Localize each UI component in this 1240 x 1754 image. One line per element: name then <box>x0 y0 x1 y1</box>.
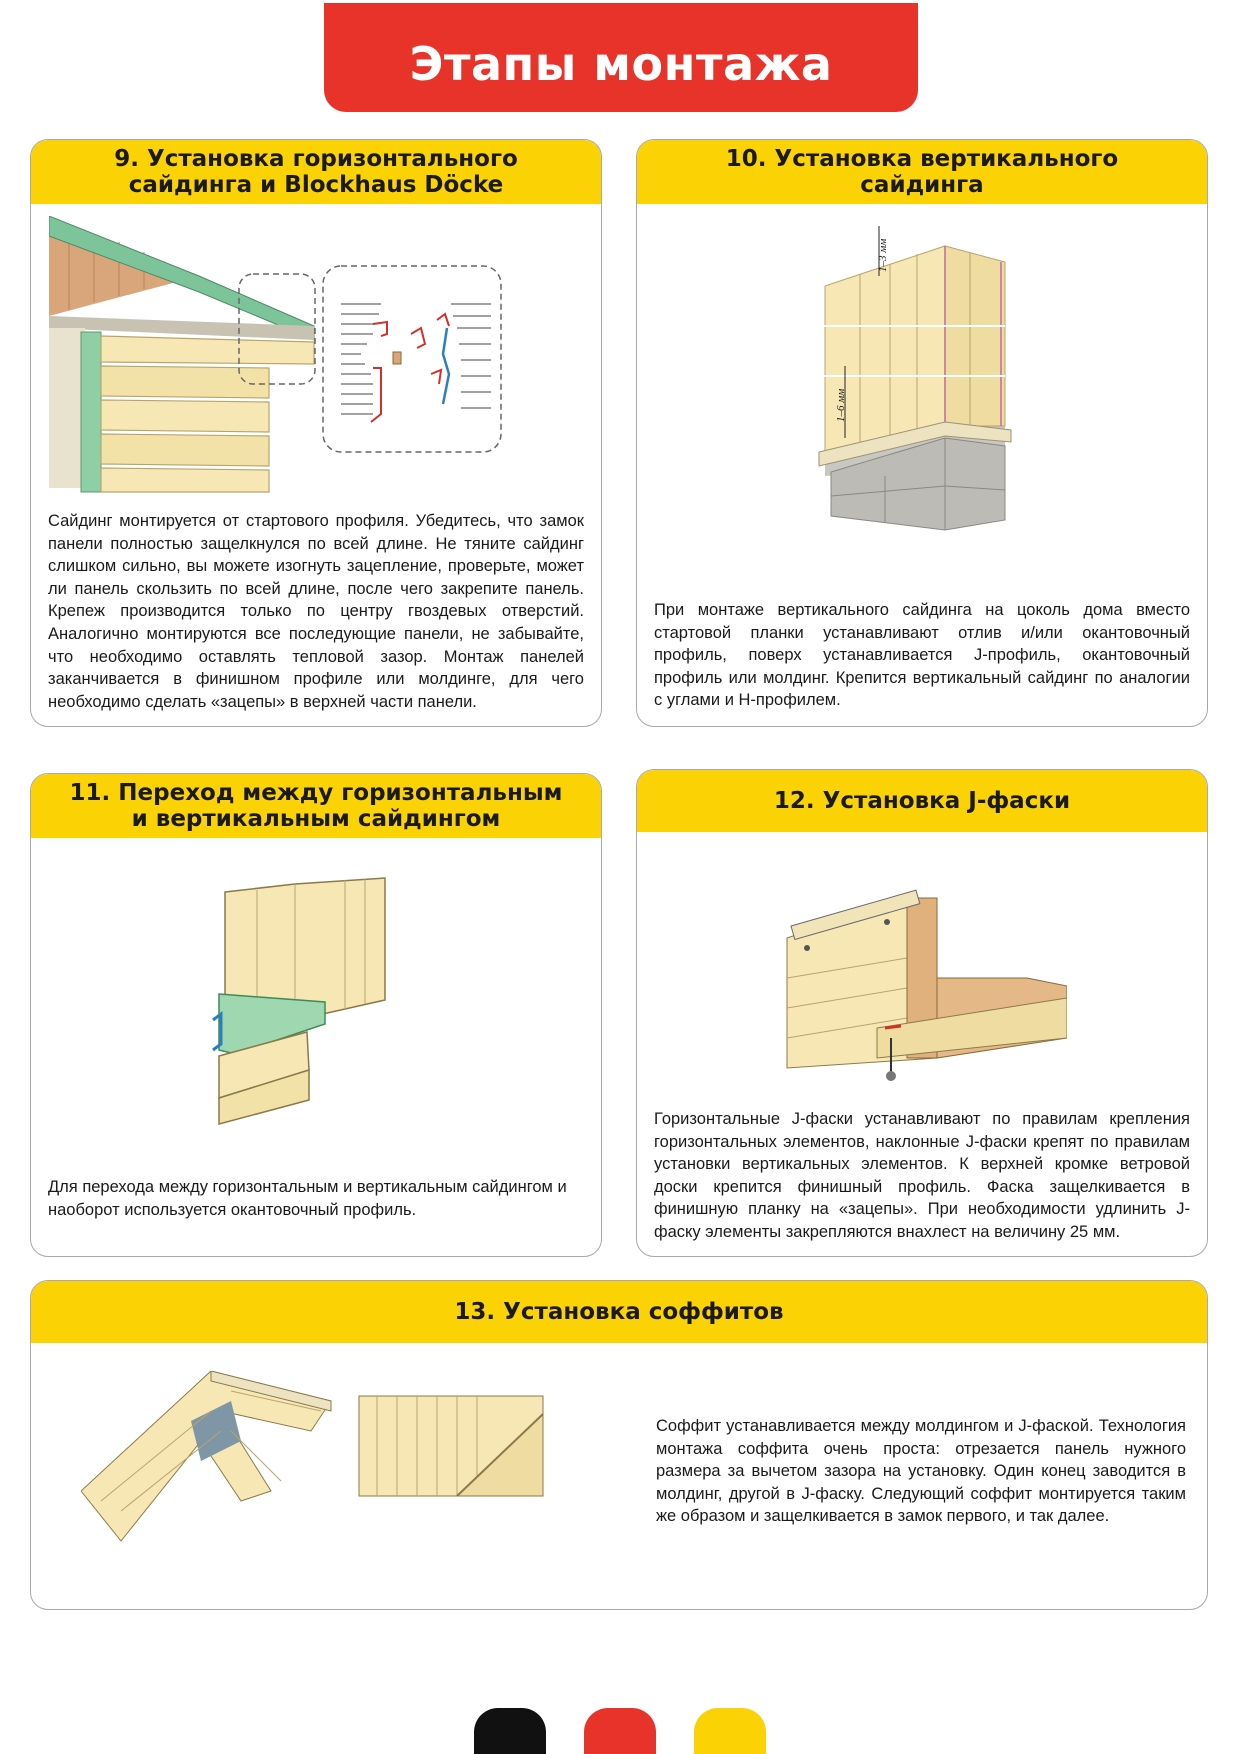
step-11-text: Для перехода между горизонтальным и вертикальным сайдингом и наоборот используется окантовочный профиль. <box>48 1178 567 1219</box>
horizontal-siding-illustration <box>49 216 329 496</box>
step-12-header <box>637 770 1207 832</box>
soffit-illustration-perspective <box>81 1371 381 1551</box>
title-banner <box>324 3 918 112</box>
step-13-text: Соффит устанавливается между молдингом и J-фаской. Технология монтажа соффита очень проста: отрезается панель нужного размера за вычетом зазора на установку. Один конец заводится в молдинг, другой в J-фаску. Следующий соффит монтируется таким же образом и защелкивается в замок первого, и так далее. <box>656 1417 1186 1526</box>
color-swatch-yellow <box>694 1708 766 1754</box>
vertical-siding-illustration <box>805 226 1025 536</box>
step-11-header <box>31 774 601 838</box>
soffit-illustration-plan <box>357 1394 547 1514</box>
dimension-label-top: 1–3 мм <box>877 238 889 272</box>
step-9-title: 9. Установка горизонтального сайдинга и Blockhaus Döcke <box>114 146 518 198</box>
step-10-header <box>637 140 1207 204</box>
step-13-card <box>30 1280 1208 1610</box>
step-12-title: 12. Установка J-фаски <box>773 788 1071 814</box>
step-11-title: 11. Переход между горизонтальным и вертикальным сайдингом <box>69 780 563 832</box>
step-12-card <box>636 769 1208 1257</box>
step-12-text: Горизонтальные J-фаски устанавливают по правилам крепления горизонтальных элементов, наклонные J-фаски крепят по правилам установки вертикальных элементов. К верхней кромке ветровой доски крепится финишный профиль. Фаска защелкивается в финишную планку на «зацепы». При необходимости удлинить J-фаску элементы закрепляются внахлест на величину 25 мм. <box>654 1110 1190 1241</box>
step-9-card <box>30 139 602 727</box>
step-11-card <box>30 773 602 1257</box>
step-13-header <box>31 1281 1207 1343</box>
dimension-label-side: 1–6 мм <box>835 388 847 422</box>
transition-illustration <box>195 874 435 1134</box>
step-9-header <box>31 140 601 204</box>
color-swatch-black <box>474 1708 546 1754</box>
step-9-text: Сайдинг монтируется от стартового профиля. Убедитесь, что замок панели полностью защелкнулся по всей длине. Не тяните сайдинг слишком сильно, вы можете изогнуть зацепление, проверьте, может ли панель скользить по всей длине, после чего закрепите панель. Крепеж производится только по центру гвоздевых отверстий. Аналогично монтируются все последующие панели, не забывайте, что необходимо оставлять тепловой зазор. Монтаж панелей заканчивается в финишном профиле или молдинге, для чего необходимо сделать «зацепы» в верхней части панели. <box>48 512 584 711</box>
step-10-title: 10. Установка вертикального сайдинга <box>725 146 1119 198</box>
step-10-text: При монтаже вертикального сайдинга на цоколь дома вместо стартовой планки устанавливают отлив и/или окантовочный профиль, поверх устанавливается J-профиль, окантовочный профиль или молдинг. Крепится вертикальный сайдинг по аналогии с углами и Н-профилем. <box>654 601 1190 710</box>
page-title: Этапы монтажа <box>409 36 833 91</box>
step-13-title: 13. Установка соффитов <box>454 1299 784 1325</box>
j-chamfer-illustration <box>767 878 1067 1088</box>
step-10-card <box>636 139 1208 727</box>
color-swatch-red <box>584 1708 656 1754</box>
horizontal-siding-detail <box>321 264 521 464</box>
